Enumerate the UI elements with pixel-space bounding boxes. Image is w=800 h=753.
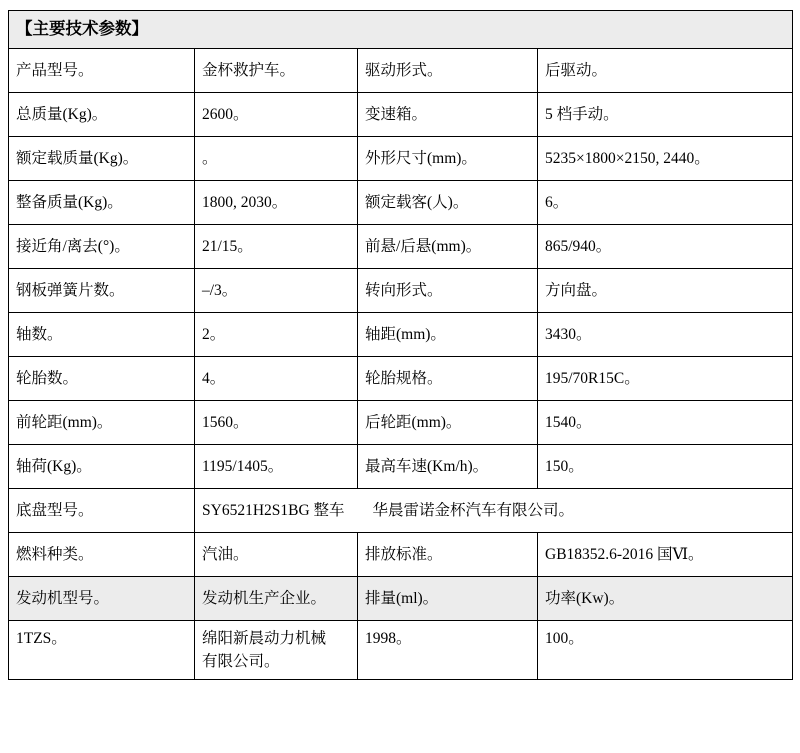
table-row (9, 224, 793, 268)
param-value-tire-spec: 195/70R15C。 (538, 356, 793, 400)
param-value-chassis-model (195, 488, 793, 532)
param-label-engine-model: 发动机型号。 (9, 576, 195, 620)
table-row (9, 180, 793, 224)
table-row-chassis (9, 488, 793, 532)
param-value-axle-load: 1195/1405。 (195, 444, 358, 488)
param-value-rear-track: 1540。 (538, 400, 793, 444)
param-value-dimensions: 5235×1800×2150, 2440。 (538, 136, 793, 180)
engine-manufacturer-line2: 有限公司。 (202, 653, 280, 670)
param-value-displacement: 1998。 (358, 620, 538, 680)
param-label-steering-type: 转向形式。 (358, 268, 538, 312)
table-row (9, 356, 793, 400)
param-label-curb-mass: 整备质量(Kg)。 (9, 180, 195, 224)
param-label-gross-mass: 总质量(Kg)。 (9, 92, 195, 136)
table-row (9, 312, 793, 356)
param-label-emission-standard: 排放标准。 (358, 532, 538, 576)
param-value-curb-mass: 1800, 2030。 (195, 180, 358, 224)
param-value-gross-mass: 2600。 (195, 92, 358, 136)
param-label-product-model: 产品型号。 (9, 48, 195, 92)
param-value-front-track: 1560。 (195, 400, 358, 444)
param-label-front-rear-overhang: 前悬/后悬(mm)。 (358, 224, 538, 268)
param-value-rated-passengers: 6。 (538, 180, 793, 224)
table-row (9, 268, 793, 312)
param-label-drive-type: 驱动形式。 (358, 48, 538, 92)
param-value-engine-manufacturer (195, 620, 358, 680)
param-label-front-track: 前轮距(mm)。 (9, 400, 195, 444)
engine-manufacturer-line1: 绵阳新晨动力机械 (202, 629, 327, 647)
param-value-engine-model: 1TZS。 (9, 620, 195, 680)
param-value-fuel-type: 汽油。 (195, 532, 358, 576)
param-label-gearbox: 变速箱。 (358, 92, 538, 136)
param-label-tire-count: 轮胎数。 (9, 356, 195, 400)
param-label-leaf-spring-count: 钢板弹簧片数。 (9, 268, 195, 312)
param-value-approach-departure-angle: 21/15。 (195, 224, 358, 268)
table-row (9, 444, 793, 488)
top-spacer (8, 0, 792, 10)
technical-parameters-table (8, 10, 793, 680)
table-row (9, 400, 793, 444)
param-label-dimensions: 外形尺寸(mm)。 (358, 136, 538, 180)
param-label-chassis-model: 底盘型号。 (9, 488, 195, 532)
param-value-max-speed: 150。 (538, 444, 793, 488)
param-value-rated-load: 。 (195, 136, 358, 180)
param-value-power: 100。 (538, 620, 793, 680)
table-row-fuel (9, 532, 793, 576)
param-label-tire-spec: 轮胎规格。 (358, 356, 538, 400)
table-row-engine-values (9, 620, 793, 680)
param-value-wheelbase: 3430。 (538, 312, 793, 356)
param-label-power: 功率(Kw)。 (538, 576, 793, 620)
param-value-product-model: 金杯救护车。 (195, 48, 358, 92)
param-value-front-rear-overhang: 865/940。 (538, 224, 793, 268)
param-label-wheelbase: 轴距(mm)。 (358, 312, 538, 356)
table-row (9, 136, 793, 180)
param-label-fuel-type: 燃料种类。 (9, 532, 195, 576)
table-row (9, 48, 793, 92)
param-label-axle-load: 轴荷(Kg)。 (9, 444, 195, 488)
table-title-row (9, 11, 793, 49)
param-label-max-speed: 最高车速(Km/h)。 (358, 444, 538, 488)
param-value-tire-count: 4。 (195, 356, 358, 400)
param-label-rear-track: 后轮距(mm)。 (358, 400, 538, 444)
param-label-approach-departure-angle: 接近角/离去(°)。 (9, 224, 195, 268)
table-row (9, 92, 793, 136)
param-label-axle-count: 轴数。 (9, 312, 195, 356)
param-value-emission-standard: GB18352.6-2016 国Ⅵ。 (538, 532, 793, 576)
chassis-manufacturer-text: 华晨雷诺金杯汽车有限公司。 (372, 501, 575, 519)
param-label-rated-load: 额定载质量(Kg)。 (9, 136, 195, 180)
param-value-leaf-spring-count: –/3。 (195, 268, 358, 312)
param-value-drive-type: 后驱动。 (538, 48, 793, 92)
table-row-engine-header (9, 576, 793, 620)
chassis-model-text: SY6521H2S1BG 整车 (202, 501, 345, 519)
param-value-steering-type: 方向盘。 (538, 268, 793, 312)
table-title: 【主要技术参数】 (9, 11, 793, 49)
param-value-axle-count: 2。 (195, 312, 358, 356)
param-value-gearbox: 5 档手动。 (538, 92, 793, 136)
param-label-engine-manufacturer: 发动机生产企业。 (195, 576, 358, 620)
param-label-rated-passengers: 额定载客(人)。 (358, 180, 538, 224)
param-label-displacement: 排量(ml)。 (358, 576, 538, 620)
